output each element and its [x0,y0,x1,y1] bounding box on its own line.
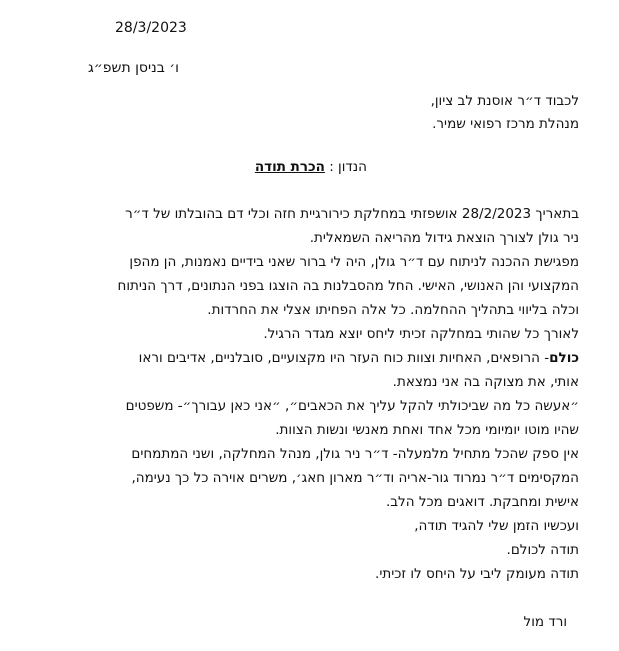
body-line: המקסימים ד״ר נמרוד גור-אריה וד״ר מארון חאג׳, משרים אוירה כל כך נעימה, [131,470,579,486]
body-line: אין ספק שהכל מתחיל מלמעלה- ד״ר ניר גולן, מנהל המחלקה, ושני המתמחים [131,446,579,462]
body-line: מפגישת ההכנה לניתוח עם ד״ר גולן, היה לי ברור שאני בידיים נאמנות, הן מהפן [129,254,579,270]
recipient-line-1: לכבוד ד״ר אוסנת לב ציון, [430,93,579,109]
subject-value: הכרת תודה [254,159,325,175]
body-line: בתאריך 28/2/2023 אושפזתי במחלקת כירורגיית חזה וכלי דם בהובלתו של ד״ר [125,206,579,222]
recipient-line-2: מנהלת מרכז רפואי שמיר. [432,116,579,132]
body-line: תודה מעומק ליבי על היחס לו זכיתי. [375,566,579,582]
everyone-bold: כולם [549,350,579,366]
subject-line [255,158,367,176]
body-line-rest: - הרופאים, האחיות וצוות כוח העזר היו מקצועיים, סובלניים, אדיבים וראו [138,350,550,366]
body-line: תודה לכולם. [506,542,579,558]
body-line: אישית ומחבקת. דואגים מכל הלב. [385,494,579,510]
signature: ורד מול [523,614,567,630]
body-line: ועכשיו הזמן שלי להגיד תודה, [414,518,579,534]
body-line: ניר גולן לצורך הוצאת גידול מהריאה השמאלית. [309,230,579,246]
body-line: אותי, את מצוקה בה אני נמצאת. [392,374,579,390]
body-line: לאורך כל שהותי במחלקה זכיתי ליחס יוצא מגדר הרגיל. [263,326,579,342]
subject-label: הנדון : [329,159,367,175]
hebrew-date: ו׳ בניסן תשפ״ג [88,60,179,76]
gregorian-date: 28/3/2023 [115,20,187,36]
body-line: וכלה בליווי בתהליך ההחלמה. כל אלה הפחיתו אצלי את החרדות. [207,302,579,318]
body-line: ״אעשה כל מה שביכולתי להקל עליך את הכאבים״, ״אני כאן עבורך״- משפטים [125,398,579,414]
body-line: שהיו מוטו יומיומי מכל אחד ואחת מאנשי ונשות הצוות. [275,422,579,438]
body-line [139,349,579,367]
body-line: המקצועי והן האנושי, האישי. החל מהסבלנות בה הוצגו בפני הנתונים, דרך הניתוח [117,278,579,294]
